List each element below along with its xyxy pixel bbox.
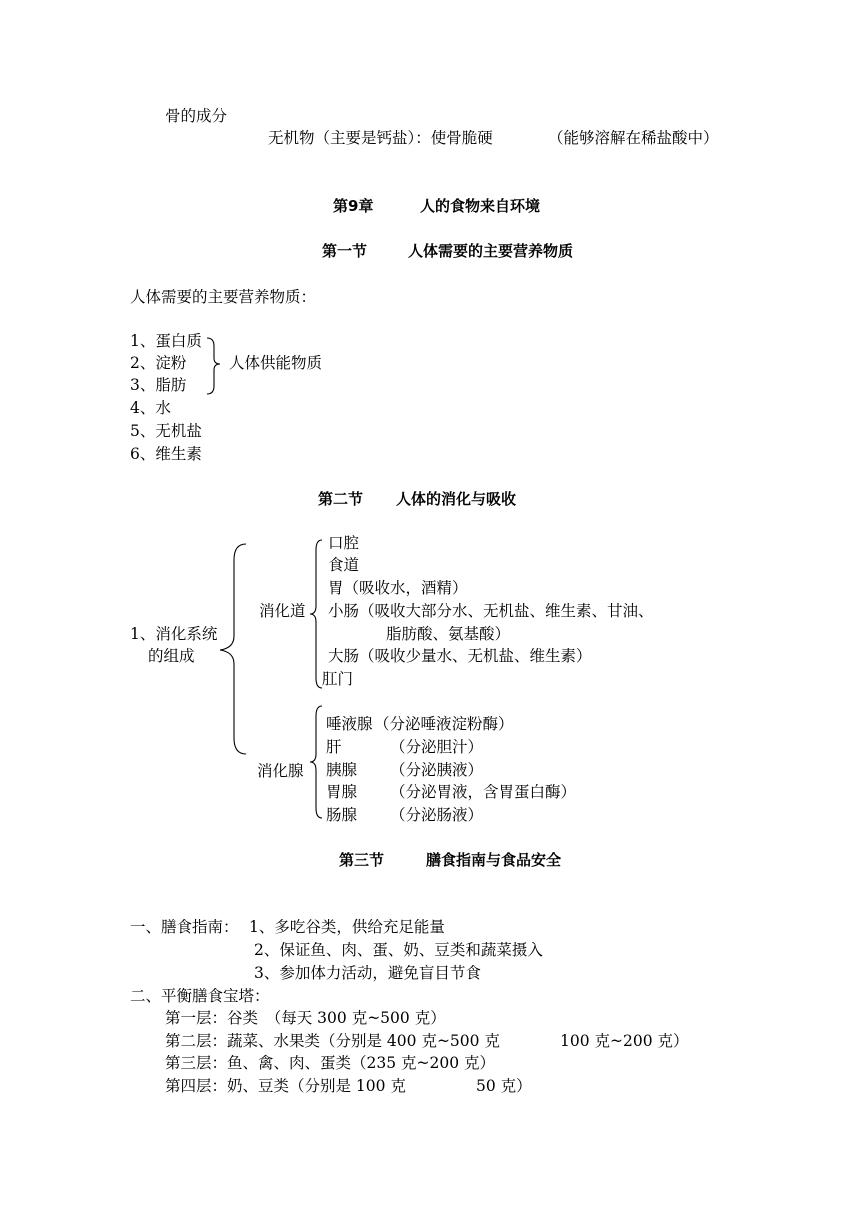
digestive-system-label: 1、消化系统 [130, 625, 218, 643]
tract-label: 消化道 [259, 602, 306, 620]
tract-brace [308, 538, 324, 690]
diet-guide-item: 1、多吃谷类，供给充足能量 [249, 918, 445, 936]
section1-number: 第一节 [322, 242, 368, 260]
section2-title: 人体的消化与吸收 [396, 490, 517, 508]
chapter-number: 第9章 [333, 197, 374, 215]
chapter-title: 人的食物来自环境 [420, 197, 541, 215]
system-brace [216, 540, 252, 760]
nutrient-item: 5、无机盐 [130, 422, 202, 440]
gland-desc: （分泌肠液） [390, 806, 484, 824]
tract-item: 胃（吸收水，酒精） [328, 579, 468, 597]
gland-name: 唾液腺 [326, 715, 373, 733]
diet-guide-label: 一、膳食指南： [130, 918, 239, 936]
pagoda-label: 二、平衡膳食宝塔： [130, 987, 270, 1005]
bone-title: 骨的成分 [165, 107, 228, 125]
nutrient-intro: 人体需要的主要营养物质： [130, 288, 317, 306]
gland-desc: （分泌唾液淀粉酶） [374, 715, 514, 733]
tract-item: 肛门 [322, 670, 354, 688]
diet-guide-item: 3、参加体力活动，避免盲目节食 [254, 964, 481, 982]
pagoda-layer: 第二层：蔬菜、水果类（分别是 400 克~500 克 [165, 1032, 500, 1050]
tract-item: 食道 [328, 556, 360, 574]
glands-brace [308, 704, 324, 820]
nutrient-item: 1、蛋白质 [130, 332, 202, 350]
tract-item: 小肠（吸收大部分水、无机盐、维生素、甘油、 [328, 602, 654, 620]
section3-title: 膳食指南与食品安全 [426, 851, 562, 869]
pagoda-layer: 第四层：奶、豆类（分别是 100 克 [165, 1077, 406, 1095]
section3-number: 第三节 [339, 851, 385, 869]
bone-note: （能够溶解在稀盐酸中） [548, 129, 719, 147]
pagoda-layer: 第三层：鱼、禽、肉、蛋类（235 克~200 克） [165, 1054, 496, 1072]
glands-label: 消化腺 [257, 762, 304, 780]
nutrient-item: 2、淀粉 [130, 354, 187, 372]
gland-name: 胃腺 [326, 783, 358, 801]
tract-item: 脂肪酸、氨基酸） [386, 625, 511, 643]
gland-desc: （分泌胰液） [390, 761, 484, 779]
tract-item: 大肠（吸收少量水、无机盐、维生素） [328, 647, 592, 665]
digestive-system-label-2: 的组成 [148, 647, 195, 665]
pagoda-layer-extra: 100 克~200 克） [560, 1032, 689, 1050]
nutrient-item: 3、脂肪 [130, 376, 187, 394]
pagoda-layer: 第一层：谷类 （每天 300 克~500 克） [165, 1009, 446, 1027]
tract-item: 口腔 [328, 534, 360, 552]
gland-desc: （分泌胆汁） [390, 738, 484, 756]
gland-desc: （分泌胃液，含胃蛋白酶） [390, 783, 577, 801]
pagoda-layer-extra: 50 克） [476, 1077, 532, 1095]
gland-name: 肝 [326, 738, 342, 756]
nutrient-item: 6、维生素 [130, 445, 202, 463]
nutrient-item: 4、水 [130, 399, 171, 417]
energy-brace [205, 336, 225, 396]
section1-title: 人体需要的主要营养物质 [408, 242, 574, 260]
gland-name: 肠腺 [326, 806, 358, 824]
gland-name: 胰腺 [326, 761, 358, 779]
energy-label: 人体供能物质 [229, 354, 323, 372]
section2-number: 第二节 [318, 490, 364, 508]
bone-inorganic: 无机物（主要是钙盐）：使骨脆硬 [268, 129, 493, 147]
diet-guide-item: 2、保证鱼、肉、蛋、奶、豆类和蔬菜摄入 [254, 941, 543, 959]
